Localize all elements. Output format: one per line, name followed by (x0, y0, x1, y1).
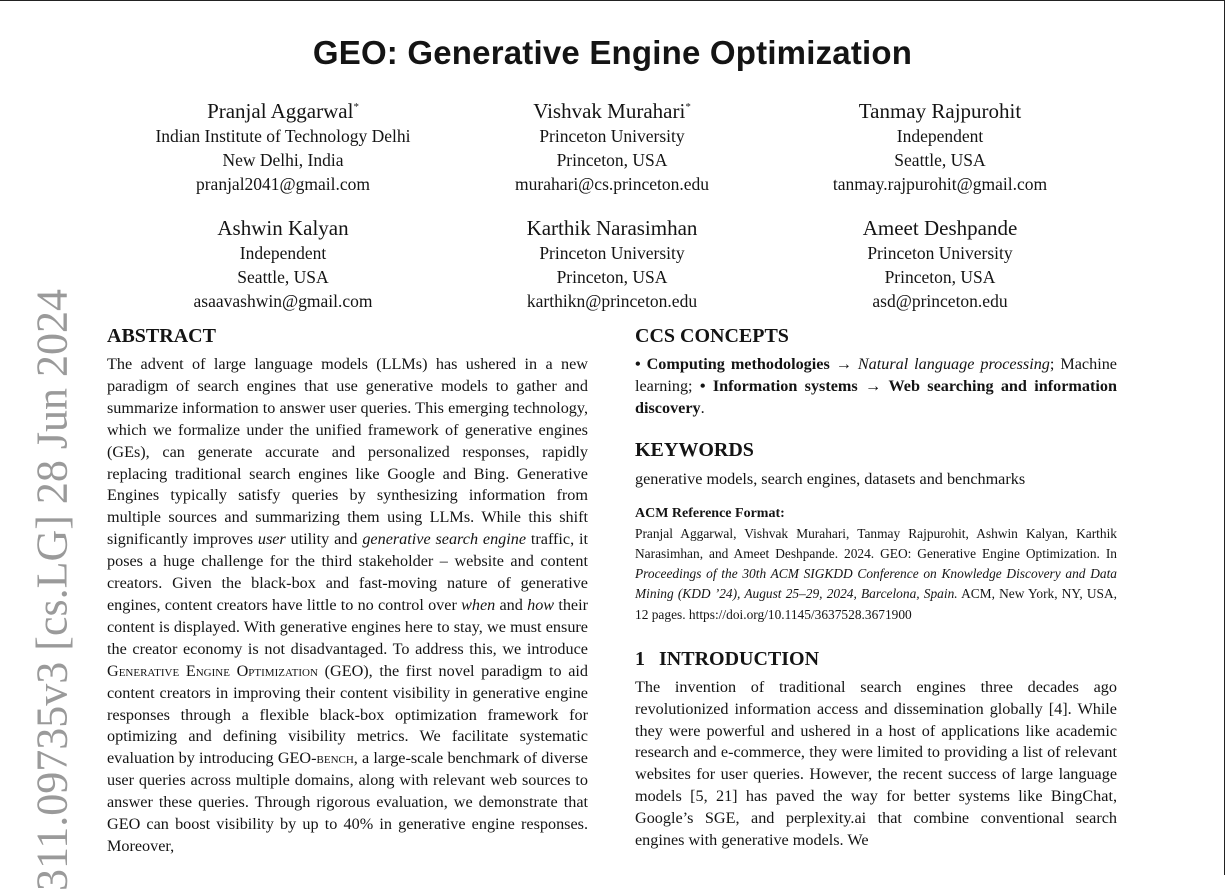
author-location: Princeton, USA (884, 267, 996, 287)
introduction-heading: 1 INTRODUCTION (635, 647, 820, 670)
acm-reference-body: Pranjal Aggarwal, Vishvak Murahari, Tanmay Rajpurohit, Ashwin Kalyan, Karthik Narasimhan, and Ameet Deshpande. 2024. GEO: Generative Engine Optimization. In Proceedings of the 30th ACM SIGKDD Conference on Knowledge Discovery and Data Mining (KDD ’24), August 25–29, 2024, Barcelona, Spain. ACM, New York, NY, USA, 12 pages. https://doi.org/10.1145/3637528.3671900 (635, 525, 1118, 622)
introduction-body: The invention of traditional search engines three decades ago revolutionized information access and dissemination globally [4]. While they were powerful and ushered in a host of applications like academic research and e-commerce, they were limited to providing a list of relevant websites for user queries. However, the recent success of large language models [5, 21] has paved the way for better systems like BingChat, Google’s SGE, and perplexity.ai that combine conventional search engines with generative models. We (635, 677, 1117, 850)
author-name: Vishvak Murahari* (533, 99, 691, 123)
abstract-section (107, 322, 588, 858)
author-name: Ashwin Kalyan (217, 216, 349, 240)
author-email: murahari@cs.princeton.edu (515, 174, 709, 194)
author-name: Pranjal Aggarwal* (207, 99, 359, 123)
right-column (635, 322, 1117, 852)
author-affiliation: Princeton University (539, 243, 685, 263)
paper-title: GEO: Generative Engine Optimization (312, 34, 913, 71)
author-block (93, 94, 473, 196)
author-affiliation: Princeton University (867, 243, 1013, 263)
author-affiliation: Indian Institute of Technology Delhi (155, 126, 411, 146)
author-name: Tanmay Rajpurohit (858, 99, 1022, 123)
author-block (93, 211, 473, 313)
author-location: Princeton, USA (556, 150, 668, 170)
author-email: asd@princeton.edu (872, 291, 1008, 311)
acm-reference-label: ACM Reference Format: (635, 505, 785, 521)
author-affiliation: Independent (896, 126, 984, 146)
author-location: Seattle, USA (894, 150, 986, 170)
author-block (750, 94, 1130, 196)
author-email: pranjal2041@gmail.com (195, 174, 371, 194)
arxiv-identifier: 311.09735v3 [cs.LG] 28 Jun 2024 (27, 288, 77, 891)
author-location: New Delhi, India (222, 150, 344, 170)
author-email: tanmay.rajpurohit@gmail.com (832, 174, 1048, 194)
author-block (422, 211, 802, 313)
keywords-body: generative models, search engines, datasets and benchmarks (635, 469, 1026, 488)
page-border-top (0, 0, 1225, 1)
ccs-body: • Computing methodologies → Natural language processing; Machine learning; • Information systems → Web searching and information discovery. (635, 355, 1117, 417)
author-location: Princeton, USA (556, 267, 668, 287)
author-name: Karthik Narasimhan (526, 216, 698, 240)
author-email: asaavashwin@gmail.com (193, 291, 373, 311)
ccs-heading: CCS CONCEPTS (635, 325, 789, 347)
abstract-body: The advent of large language models (LLMs) has ushered in a new paradigm of search engines that use generative models to gather and summarize information to answer user queries. This emerging technology, which we formalize under the unified framework of generative engines (GEs), can generate accurate and personalized responses, rapidly replacing traditional search engines like Google and Bing. Generative Engines typically satisfy queries by synthesizing information from multiple sources and summarizing them using LLMs. While this shift significantly improves user utility and generative search engine traffic, it poses a huge challenge for the third stakeholder – website and content creators. Given the black-box and fast-moving nature of generative engines, content creators have little to no control over when and how their content is displayed. With generative engines here to stay, we must ensure the creator economy is not disadvantaged. To address this, we introduce Generative Engine Optimization (GEO), the first novel paradigm to aid content creators in improving their content visibility in generative engine responses through a flexible black-box optimization framework for optimizing and defining visibility metrics. We facilitate systematic evaluation by introducing GEO-bench, a large-scale benchmark of diverse user queries across multiple domains, along with relevant web sources to answer these queries. Through rigorous evaluation, we demonstrate that GEO can boost visibility by up to 40% in generative engine responses. Moreover, (107, 355, 588, 855)
author-location: Seattle, USA (237, 267, 329, 287)
author-affiliation: Princeton University (539, 126, 685, 146)
author-block (750, 211, 1130, 313)
keywords-heading: KEYWORDS (635, 438, 754, 461)
author-email: karthikn@princeton.edu (526, 291, 698, 311)
author-block (422, 94, 802, 196)
abstract-heading: ABSTRACT (107, 325, 216, 347)
author-affiliation: Independent (239, 243, 327, 263)
author-name: Ameet Deshpande (862, 216, 1018, 240)
